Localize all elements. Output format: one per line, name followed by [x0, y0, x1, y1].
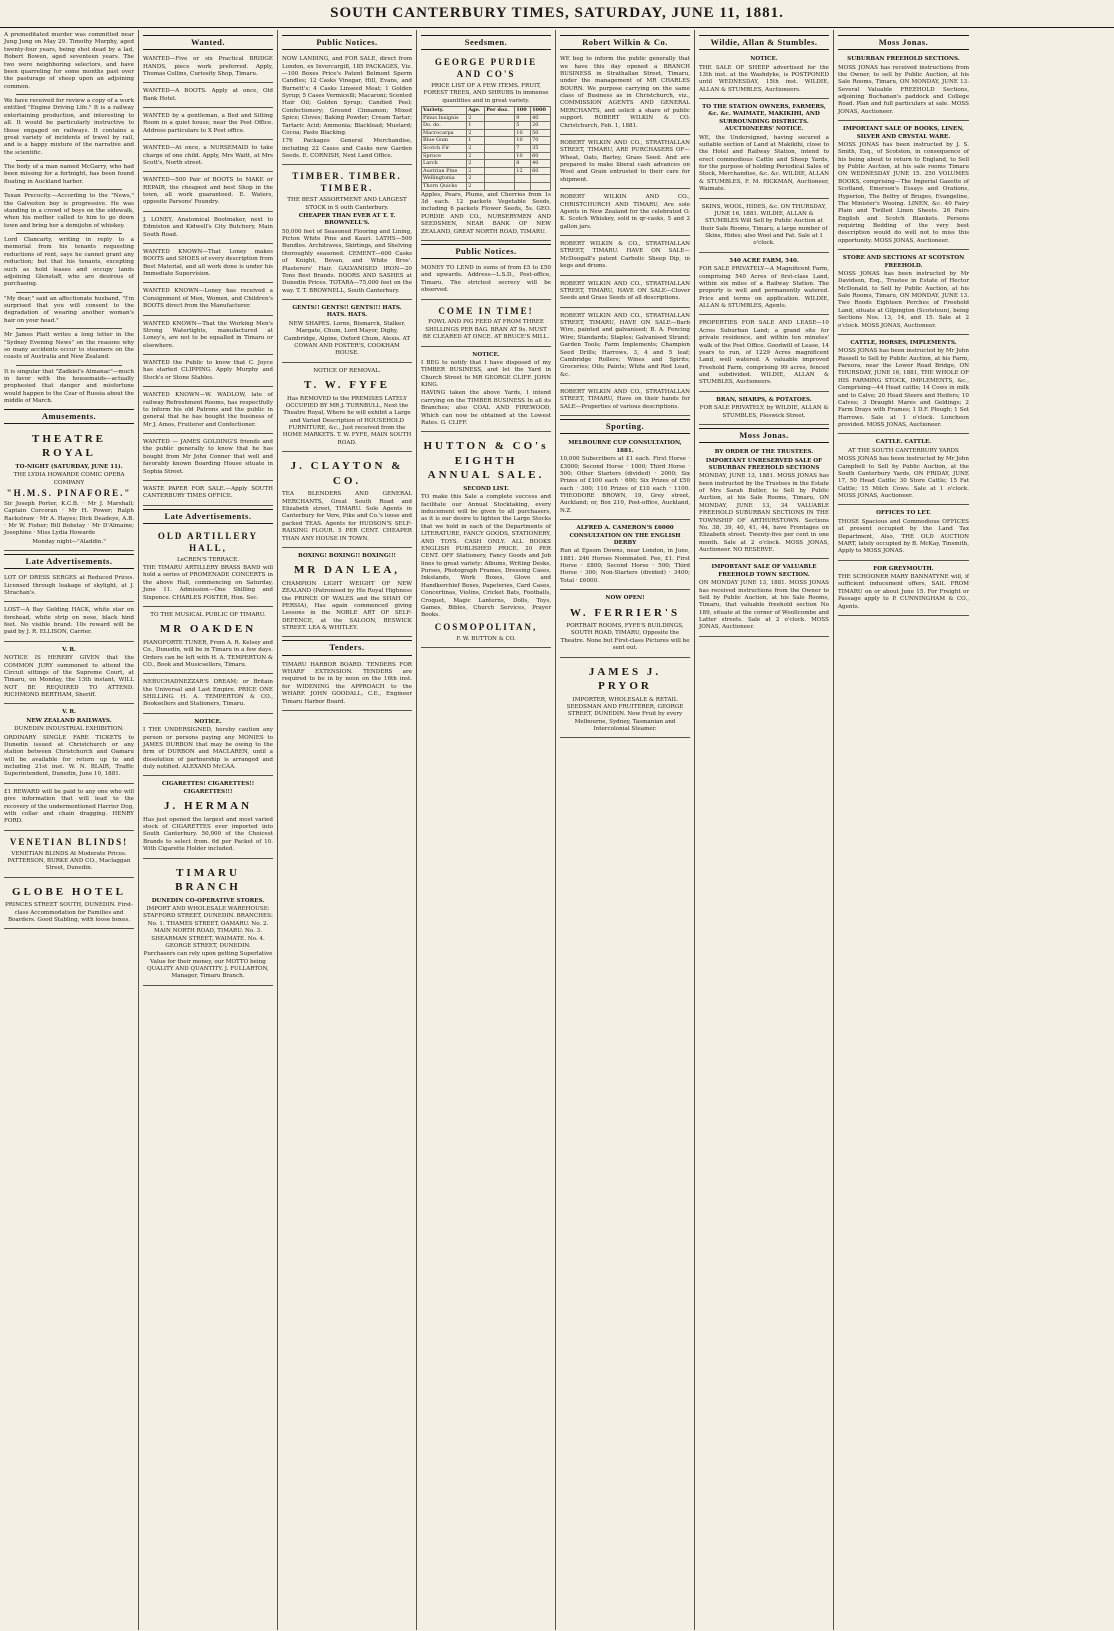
ad-text: NEBUCHADNEZZAR'S DREAM; or Britain the Universal and Last Empire. PRICE ONE SHILLING. H. A. TEMPERTON & CO., Booksellers and Stationers, Timaru.	[143, 679, 273, 708]
ad-hotel	[4, 880, 134, 930]
table-cell: 50	[531, 129, 551, 137]
ad-subtitle: NOTICE OF REMOVAL.	[313, 367, 381, 374]
ad-subtitle: BOXING! BOXING!! BOXING!!!	[298, 552, 396, 559]
theatre-play: "H.M.S. PINAFORE."	[6, 487, 132, 498]
ad-artillery-hall	[143, 527, 273, 607]
ad-english-derby	[560, 522, 690, 590]
ad-title: SUBURBAN FREEHOLD SECTIONS.	[847, 56, 960, 63]
table-cell	[485, 152, 515, 160]
table-cell	[485, 167, 515, 175]
table-cell	[485, 122, 515, 130]
ad-text: £1 REWARD will be paid to any one who will give information that will lead to the recovery of the undermentioned Harrier Dog, with collar and chain dragging. HENRY FORD.	[4, 788, 134, 825]
table-cell: Spruce	[422, 152, 467, 160]
wanted-ad	[143, 318, 273, 356]
ad-subtitle: F. W. BUTTON & CO.	[456, 635, 516, 642]
ad-text: MOSS JONAS has been instructed by Mr Davidson, Esq., Trustee in Estate of Hector McDonald, to Sell by Public Auction, at his Sale Rooms, Timaru, ON MONDAY, JUNE 13. Two Roods Eighteen Perches of Freehold Land, situate at Gilpington (Scotstoun), being Sections Nos. 13, 14, and 15. Sale at 2 o'clock. MOSS JONAS, Auctioneer.	[838, 270, 969, 329]
news-paragraph: Lord Clancarty, writing in reply to a memorial from his tenants requesting reductions of rent, says he cannot grant any reduction; but that his tenants, excepting such as hold leases and occupy lands adjoining Glenstaff, who are desirous of purchasing.	[4, 237, 134, 288]
ad-text: 50,000 feet of Seasoned Flooring and Lining, Picton White Pine and Kauri. LATHS—500 Bundles. Architraves, Skirtings, and Shelving thoroughly seasoned. CEMENT—600 Casks of Knight, Bevan, and White Bros'. Plasterers' Hair. GALVANISED IRON—20 Tons Best Brands. DOORS AND SASHES at Dunedin Prices. TOTARA—75,000 feet on the way. T. T. BROWNELL, South Canterbury.	[282, 228, 412, 294]
section-head-sporting: Sporting.	[560, 419, 690, 434]
ad-text: THE SCHOONER MARY BANNATYNE will, if sufficient inducement offers, SAIL FROM TIMARU on or about June 15. For Freight or Passage apply to P. CUNNINGHAM & CO., Agents.	[838, 574, 969, 610]
ad-text: 176 Packages General Merchandise, including 22 Cases and Casks new Garden Seeds. E. CORNISH, Next Land Office.	[282, 138, 412, 160]
column-2	[139, 30, 278, 1630]
ad-text: WE, the Undersigned, having secured a suitable section of Land at Makikihi, close to the Hotel and Railway Station, intend to erect commodious Cattle and Sheep Yards, for the purpose of holding Periodical Sales of Stock, Merchandise, &c. &c. WILDIE, ALLAN & STUMBLES, F. M. RICKMAN, Auctioneer, Waimate.	[699, 134, 829, 193]
news-paragraph: We have received for review a copy of a work entitled "Engine Driving Life." It is a railway entertaining production, and interesting to all. It would be particularly instructive to those engaged on railways. It contains a great variety of incidents of travel by rail, and is a happy mixture of the narrative and the scientific.	[4, 98, 134, 156]
table-cell: Do. do.	[422, 122, 467, 130]
ad-subtitle: PRICE LIST OF A FEW ITEMS. FRUIT, FOREST TREES, AND SHRUBS In immense quantities and in great variety.	[423, 82, 549, 104]
theatre-date: TO-NIGHT (SATURDAY, JUNE 11).	[15, 463, 123, 470]
ad-wilkin	[560, 238, 690, 276]
ad-title: FOR GREYMOUTH.	[873, 565, 934, 572]
ad-farm	[699, 255, 829, 316]
masthead	[0, 0, 1114, 28]
ad-subtitle: SECOND LIST.	[463, 485, 509, 492]
news-paragraph: It is singular that "Zadkiel's Almanac"—much in favor with the housemaids—actually prophesied that danger and misfortune would happen to the Czar of Russia about the middle of March.	[4, 368, 134, 405]
ad-title: T. W. FYFE	[303, 379, 391, 392]
ad-clayton	[282, 454, 412, 548]
column-4	[417, 30, 556, 1630]
ad-title: OLD ARTILLERY HALL,	[157, 530, 259, 553]
table-cell	[485, 183, 515, 191]
table-cell: Macrocarpa	[422, 129, 467, 137]
ad-text: ROBERT WILKIN & CO., STRATHALLAN STREET, TIMARU. HAVE ON SALE—McDougall's patent Carbolic Sheep Dip, in kegs and drums.	[560, 241, 690, 270]
ad-properties	[699, 317, 829, 391]
ad-text: FOR SALE PRIVATELY—A Magnificent Farm, comprising 540 Acres of first-class Land, within six miles of a Railway Station. The property is well and permanently watered. Price and terms on application. WILDIE, ALLAN & STUMBLES, Agents.	[699, 266, 829, 310]
ad-text: ROBERT WILKIN AND CO., STRATHALLAN STREET, TIMARU, ARE PURCHASERS OF—Wheat, Oats, Barley, Grass Seed. And are prepared to make liberal cash advances on Wool and Grain entrusted to their care for shipment.	[560, 139, 690, 183]
ad-subtitle: DUNEDIN INDUSTRIAL EXHIBITION.	[14, 726, 124, 733]
masthead-title: SOUTH CANTERBURY TIMES, SATURDAY, JUNE 11, 1881.	[330, 5, 784, 21]
table-cell: 2	[467, 114, 485, 122]
table-cell	[515, 183, 531, 191]
ad-text: ROBERT WILKIN AND CO., STRATHALLAN STREET, TIMARU, Have on their hands for SALE—Properties of various descriptions.	[560, 389, 690, 410]
table-row	[422, 183, 551, 191]
table-cell: 10	[515, 129, 531, 137]
table-row	[422, 137, 551, 145]
ad-ferrier	[560, 592, 690, 657]
ad-text: MOSS JONAS has been instructed by J. S. Smith, Esq., of Scotston, in consequence of his being about to return to England, to Sell by Public Auction, at his sale rooms Timaru ON WEDNESDAY JUNE 15. 250 VOLUMES BOOKS, comprising—The Imperial Gazette of Scotland, Emerson's Essays and Orations, Hyperion, The Belfry of Bruges, Evangeline, The Minister's Wooing. LINEN, &c. 40 Fairy Plain and Twilled Linen Sheets. 26 Pairs English and Scotch Blankets. Persons requiring Bedding of the very best description would do well not to miss this opportunity. MOSS JONAS, Auctioneer.	[838, 141, 969, 244]
ad-timber	[282, 167, 412, 300]
ad-title: MR OAKDEN	[159, 623, 257, 636]
wanted-ad	[143, 85, 273, 108]
ad-wilkin	[560, 191, 690, 236]
ad-town-section	[699, 561, 829, 636]
ad-text: TEA BLENDERS AND GENERAL MERCHANTS, Great South Road and Elizabeth street, TIMARU. Sole Agents in Canterbury for Vere, Pike and Co.'s loose and packed TEAS. Agents for HUDSON'S SELF-RAISING FLOUR. 5 PER CENT. CHEAPER THAN ANY HOUSE IN TOWN.	[282, 491, 412, 542]
ad-title: J. HERMAN	[163, 800, 253, 813]
ad-text: WANTED—500 Pair of BOOTS to MAKE or REPAIR, the cheapest and best Shop in the town, all work guaranteed. E. Waters, opposite Parsons' Foundry.	[143, 177, 273, 206]
ad-title: IMPORTANT SALE OF BOOKS, LINEN, SILVER AND CRYSTAL WARE.	[843, 126, 964, 140]
ad-text: Run at Epsom Downs, near London, in June, 1881. 246 Horses Nominated. Fee, £1. First Horse · £800; Second Horse · 500; Third Horse · 300; Non-Starters (divided) · 3400; Total · £6000.	[560, 548, 690, 584]
ad-subtitle: DUNEDIN CO-OPERATIVE STORES.	[151, 897, 265, 904]
table-header-row	[422, 107, 551, 115]
table-cell: 20	[531, 122, 551, 130]
ad-hutton	[421, 434, 551, 648]
ad-text: SKINS, WOOL, HIDES, &c. ON THURSDAY, JUNE 16, 1881. WILDIE, ALLAN & STUMBLES Will Sell by Public Auction at their Sale Rooms, Timaru, a large number of Skins, Hides; also Wool and Fat. Sale at 1 o'clock.	[700, 203, 828, 247]
ad-sheep-sale	[699, 53, 829, 99]
ad-text: J. LONEY, Anatomical Bootmaker, next to Edmiston and Kidwell's City Butchery, Main South Road.	[143, 216, 273, 238]
ad-text: ROBERT WILKIN AND CO., CHRISTCHURCH AND TIMARU, Are sole Agents in New Zealand for the celebrated O. K. Scotch Whiskey, sold in qr-casks, 5 and 2 gallon jars.	[560, 194, 690, 230]
ad-title: COME IN TIME!	[438, 305, 534, 316]
news-paragraph: Mr James Platt writes a long letter in the "Sydney Evening News" on the reasons why so many accidents occur to steamers on the coasts of Australia and New Zealand.	[4, 332, 134, 361]
ad-title: ALFRED A. CAMERON'S £6000 CONSULTATION ON THE ENGLISH DERBY	[569, 525, 681, 546]
table-cell: 9	[515, 114, 531, 122]
ad-title: VENETIAN BLINDS!	[9, 836, 129, 847]
ad-text: MOSS JONAS has received instructions from the Owner, to sell by Public Auction, at his Sale Rooms, Timaru, ON MONDAY, JUNE 13. Several Valuable FREEHOLD Sections, adjoining Buchanan's paddock and College Road. Plan and full particulars at sale. MOSS JONAS, Auctioneer.	[838, 64, 969, 115]
ad-title: NOTICE.	[750, 56, 778, 63]
ad-nebuchadnezzar	[143, 676, 273, 714]
wanted-ad	[143, 357, 273, 387]
ad-title: OFFICES TO LET.	[876, 510, 931, 517]
ad-offices	[838, 507, 969, 560]
ad-text: FOR SALE PRIVATELY, by WILDIE, ALLAN & STUMBLES, Pleswick Street.	[699, 405, 829, 419]
ad-wilkin-intro	[560, 53, 690, 135]
ad-title: GENTS!! GENTS!! GENTS!!! HATS. HATS. HATS.	[292, 305, 402, 319]
table-row	[422, 160, 551, 168]
ad-text: HAVING taken the above Yards, I intend carrying on the TIMBER BUSINESS In all its Branches; also COAL AND FIREWOOD, Which can now be obtained at the Lowest Rates. G. CLIFF.	[421, 390, 551, 426]
section-head-wilkin: Robert Wilkin & Co.	[560, 35, 690, 50]
wanted-ad	[143, 389, 273, 434]
ad-title: MELBOURNE CUP CONSULTATION, 1881.	[568, 440, 682, 454]
section-head-wanted: Wanted.	[143, 35, 273, 50]
table-header: Age.	[467, 107, 485, 115]
section-head-late-ads: Late Advertisements.	[4, 554, 134, 569]
wanted-ad	[143, 483, 273, 506]
ad-lost-horse	[4, 604, 134, 642]
section-head-wildie: Wildie, Allan & Stumbles.	[699, 35, 829, 50]
ad-title: JAMES J. PRYOR	[588, 665, 662, 693]
table-cell: 35	[531, 145, 551, 153]
ad-text: PRINCES STREET SOUTH, DUNEDIN. First-class Accommodation for Families and Boarders. Good Stabling, with loose boxes.	[4, 902, 134, 923]
ad-text: PORTRAIT ROOMS, FYFE'S BUILDINGS, SOUTH ROAD, TIMARU, Opposite the Theatre. None but First-class Pictures will be sent out.	[560, 623, 690, 652]
ad-subtitle: TO THE MUSICAL PUBLIC OF TIMARU.	[150, 611, 266, 618]
table-cell: 2	[467, 183, 485, 191]
ad-text: WANTED the Public to know that C. Joyce has started CLIPPING. Apply Murphy and Stock's or Stone Stables.	[143, 360, 273, 381]
table-cell	[485, 160, 515, 168]
ad-melbourne-cup	[560, 437, 690, 520]
ad-text: I THE UNDERSIGNED, hereby caution any person or persons paying any MONIES to JAMES DURBON that may be owing to the firm of DURBON and MACLAREN, until a dissolution of partnership is arranged and duly notified. ALEXAND McCAA.	[143, 727, 273, 771]
ad-text: CHAMPION LIGHT WEIGHT OF NEW ZEALAND (Patronised by His Royal Highness the PRINCE OF WALES and the SHAH OF PERSIA), Has again commenced giving Lessons in the NOBLE ART OF SELF-DEFENCE, at the SALOON, BESWICK STREET. LEA & WHITLEY.	[282, 580, 412, 632]
table-cell: Larch	[422, 160, 467, 168]
ad-text: MONDAY, JUNE 13, 1881. MOSS JONAS has been instructed by the Trustees in the Estate of Mrs Sarah Butler, to Sell by Public Auction, at his Sale Rooms, Timaru, ON MONDAY, JUNE 13, 34 VALUABLE FREEHOLD SUBURBAN SECTIONS IN THE TOWNSHIP OF ARTHURSTOWN. Sections No. 38, 39, 40, 41, 44, have Frontages on Elizabeth street. Twenty-five per cent in one month. Sale at 2 o'clock. MOSS JONAS, Auctioneer. NO RESERVE.	[699, 473, 829, 554]
ad-boxing	[282, 550, 412, 638]
wanted-ad	[143, 214, 273, 244]
ad-wilkin	[560, 278, 690, 308]
table-cell	[485, 129, 515, 137]
ad-coop-stores	[143, 861, 273, 986]
ad-text: NOTICE IS HEREBY GIVEN that the COMMON JURY summoned to attend the Circuit sittings of the Supreme Court, at Timaru, on Monday, the 13th instant, WILL NOT BE REQUIRED TO ATTEND. RICHMOND BERTHAM, Sheriff.	[4, 655, 134, 699]
ad-title: NOTICE.	[194, 718, 222, 725]
ad-serges	[4, 572, 134, 602]
wanted-ad	[143, 110, 273, 140]
table-cell: Austrian Pine	[422, 167, 467, 175]
ad-title: NEW ZEALAND RAILWAYS.	[26, 717, 112, 724]
wanted-ad	[143, 174, 273, 212]
ad-text: WANTED KNOWN—That the Working Men's Strong Watertights, manufactured at Loney's, are not to be equalled in Timaru or elsewhere.	[143, 320, 273, 349]
ad-text: ROBERT WILKIN AND CO., STRATHALLAN STREET, TIMARU, HAVE ON SALE—Barb Wire, painted and galvanised; B. A. Fencing Wire; Standards; Staples; Galvanised Strand; Garden Tools; Farm Implements; Champion Seed Drills; Harrows, 3, 4 and 5 leaf; Cambridge Rollers; Wines and Spirits; Groceries; Oils; Paints; White and Red Lead, &c.	[560, 312, 690, 378]
column-1	[0, 30, 139, 1630]
ad-text: PROPERTIES FOR SALE AND LEASE—10 Acres Suburban Land; a grand site for private residence, and within ten minutes' walk of the Post Office. Goodwill of Lease, 14 years to run, of 1229 Acres magnificent Land, well watered. A valuable improved Freehold Farm, comprising 99 acres, fenced and subdivided. WILDIE, ALLAN & STUMBLES, Auctioneers.	[699, 320, 829, 386]
ad-title: COSMOPOLITAN,	[434, 621, 538, 632]
table-cell: 2	[467, 167, 485, 175]
ad-text: THE TIMARU ARTILLERY BRASS BAND will hold a series of PROMENADE CONCERTS in the above Hall, commencing on Saturday, June 11. Admission—One Shilling and Sixpence. CHARLES FOSTER, Hon. Sec.	[143, 565, 273, 601]
ad-oakden	[143, 609, 273, 674]
table-cell: 2	[467, 152, 485, 160]
ad-text: ON MONDAY JUNE 13, 1881. MOSS JONAS has received instructions from the Owner to Sell by Public Auction, at his Sale Rooms, Timaru, that valuable freehold section No 189, situate at the corner of Woollcombe and Latter streets. Sale at 2 o'clock. MOSS JONAS, Auctioneer.	[699, 580, 829, 631]
ad-subtitle: CHEAPER THAN EVER AT T. T. BROWNELL'S.	[298, 212, 396, 227]
ad-skins	[699, 201, 829, 253]
ad-blinds	[4, 833, 134, 878]
ad-wilkin	[560, 310, 690, 384]
section-head-late-ads: Late Advertisements.	[143, 509, 273, 524]
ad-books-linen	[838, 123, 969, 250]
wanted-ad	[143, 53, 273, 83]
ad-text: Purchasers can rely upon getting Superlative Value for their money, our MOTTO being QUALITY AND QUANTITY. J. FULLARTON, Manager, Timaru Branch.	[143, 951, 273, 980]
ad-text: NOW LANDING, and FOR SALE, direct from London, ex Invercargill, 185 PACKAGES, Viz.—100 Boxes Price's Patent Belmont Sperm Candles; 12 Casks Vinegar, Hill, Evans, and Burnett's; 4 Casks Linseed Meat; 1 Golden Syrup; 5 Cases Vermicelli; Macaroni; Scented Hair Oil; Golden Syrup; Candied Peel; Confectionery; Ground Cinnamon; Mixed Spice; Cloves; Baking Powder; Cream Tartar; Tartaric Acid; Ammonia; Blacklead; Mustard; Cocoa; Paste Blacking.	[282, 56, 413, 136]
newspaper-columns	[0, 30, 1114, 1630]
ad-railways	[4, 706, 134, 783]
table-cell: 1	[467, 122, 485, 130]
section-head-moss-jonas: Moss Jonas.	[699, 428, 829, 443]
news-paragraph: Texan Precocity.—According to the "News," the Galveston boy is progressive. He was standing in a crowd of boys on the sidewalk, when his mother called to him to go down town and bring her a demijohn of whiskey.	[4, 193, 134, 229]
table-cell: 70	[531, 137, 551, 145]
ad-purdie	[421, 53, 551, 241]
ad-text: I BEG to notify that I have disposed of my TIMBER BUSINESS, and let the Yard in Church Street to MR GEORGE CLIFF. JOHN KING.	[421, 359, 551, 389]
column-6	[695, 30, 834, 1630]
column-7	[834, 30, 973, 1630]
ad-wilkin	[560, 137, 690, 189]
table-cell	[485, 114, 515, 122]
price-table	[421, 106, 551, 191]
ad-hats	[282, 302, 412, 363]
table-cell: 2	[467, 175, 485, 183]
table-row	[422, 152, 551, 160]
news-paragraph: A premeditated murder was committed near Jung Jung on May 29. Timothy Murphy, aged twenty-four years, being shot dead by a lad, Robert Bowen, aged seventeen years. The two were neighboring selectors, and have been quarreling for some months past over the pasturage of sheep upon an adjoining common.	[4, 32, 134, 90]
ad-text: NEW SHAPES. Lorne, Bismarck, Stalker, Margate, Chum, Lord Mayor, Digby, Cambridge, Alpine, Oxford Chum, Alexis. AT COWAN AND FOSTER'S, COOKHAM HOUSE.	[283, 320, 411, 357]
table-cell: 2	[467, 129, 485, 137]
ad-text: MONEY TO LEND in sums of from £5 to £50 and upwards. Address—L.S.D., Post-office, Timaru. The strictest secrecy will be observed.	[421, 265, 551, 294]
ad-subtitle: NOW OPEN!	[605, 595, 645, 602]
ad-title: CATTLE, HORSES, IMPLEMENTS.	[850, 339, 957, 346]
ad-subtitle: TO THE STATION OWNERS, FARMERS, &c. &c. WAIMATE, MAKIKIHI, AND SURROUNDING DISTRICTS. AUCTIONEERS' NOTICE.	[702, 104, 826, 133]
theatre-cast: Sir Joseph Porter, K.C.B. · Mr J. Marshall; Captain Corcoran · Mr H. Power; Ralph Rackstraw · Mr A. Hayes; Dick Deadeye, A.B. · Mr W. Fisher; Bill Bobstay · Mr D'Almaine; Josephine · Miss Lydia Howarde	[4, 500, 134, 537]
table-cell: Wellingtonia	[422, 175, 467, 183]
news-paragraph: "My dear," said an affectionate husband, "I'm surprised that you will consent to the degradation of wearing another woman's hair on your head."	[4, 295, 134, 324]
news-paragraph: The body of a man named McGarry, who had been missing for a fortnight, has been found floating in Auckland harbor.	[4, 164, 134, 185]
ad-text: MOSS JONAS has been instructed by Mr John Russell to Sell by Public Auction, at his Farm, Pareora, near the Lower Road Bridge, ON THURSDAY, JUNE 16, 1881, THE WHOLE OF HIS FARMING STOCK, IMPLEMENTS, &c., Comprising—44 Head cattle; 14 Cows in milk and to Calve; 20 Head Steers and Heifers; 10 Calves; 3 Draught Mares and Geldings; 2 Farm Drays with Frames; 1 D.F. Plough; 1 Set Harrows. Sale at 1 o'clock. Luncheon provided. MOSS JONAS, Auctioneer.	[838, 348, 969, 429]
section-head-public-notices: Public Notices.	[421, 244, 551, 259]
wanted-ad	[143, 436, 273, 481]
ad-text: FOWL AND PIG FEED AT FROM THREE SHILLINGS PER BAG. BRAN AT 9s. MUST BE CLEARED AT ONCE. AT BRUCE'S MILL.	[422, 319, 550, 341]
theatre-company: THE LYDIA HOWARDE COMIC OPERA COMPANY	[13, 472, 125, 486]
ad-title: GLOBE HOTEL	[12, 885, 126, 898]
table-cell	[515, 175, 531, 183]
ad-farming-stock	[838, 337, 969, 435]
ad-subtitle: CIGARETTES! CIGARETTES!! CIGARETTES!!!	[161, 781, 255, 795]
ad-text: WANTED—At once, a NURSEMAID to take charge of one child. Apply, Mrs Waitt, at Mrs Scott's, North street.	[143, 145, 273, 166]
section-head-seedsmen: Seedsmen.	[421, 35, 551, 50]
table-cell: 8	[515, 160, 531, 168]
ad-title: TIMBER. TIMBER. TIMBER.	[292, 171, 402, 194]
column-3	[278, 30, 417, 1630]
table-cell: 7	[515, 145, 531, 153]
ad-title: MR DAN LEA,	[293, 564, 401, 577]
table-cell: 40	[531, 114, 551, 122]
theatre-foot: Monday night—"Aladdin."	[32, 538, 106, 545]
ad-title: IMPORTANT UNRESERVED SALE OF SUBURBAN FREEHOLD SECTIONS	[705, 457, 823, 471]
ad-text: THE BEST ASSORTMENT AND LARGEST STOCK in S outh Canterbury.	[287, 197, 407, 211]
theatre-ad	[4, 427, 134, 551]
royal-monogram: V. R.	[62, 646, 76, 653]
ad-text: WASTE PAPER FOR SALE.—Apply SOUTH CANTERBURY TIMES OFFICE.	[143, 485, 273, 500]
ad-fyfe	[282, 365, 412, 453]
ad-greymouth	[838, 563, 969, 616]
table-cell	[485, 137, 515, 145]
section-head-amusements: Amusements.	[4, 409, 134, 424]
ad-jury-notice	[4, 644, 134, 705]
table-cell: Thorn Quicks	[422, 183, 467, 191]
ad-money	[421, 262, 551, 300]
ad-text: WANTED KNOWN—Loney has received a Consignment of Men, Women, and Children's BOOTS direct from the Manufacturer.	[143, 288, 273, 310]
ad-makikihi	[699, 101, 829, 199]
table-cell: 10	[515, 137, 531, 145]
wanted-ad	[143, 246, 273, 284]
ad-text: ORDINARY SINGLE FARE TICKETS to Dunedin issued at Christchurch or any station between Christchurch and Oamaru will be available for return up to and including 21st inst. W. N. BLAIR, Traffic Superintendent, Dunedin, June 10, 1881.	[4, 734, 134, 778]
table-row	[422, 175, 551, 183]
ad-text: IMPORT AND WHOLESALE WAREHOUSE: STAFFORD STREET, DUNEDIN. BRANCHES: No. 1. THAMES STREET, OAMARU. No. 2. MAIN NORTH ROAD, TIMARU. No. 3. SHEARMAN STREET, WAIMATE. No. 4. GEORGE STREET, DUNEDIN.	[143, 906, 273, 949]
ad-title: STORE AND SECTIONS AT SCOTSTON FREEHOLD.	[842, 255, 965, 269]
ad-subtitle: BY ORDER OF THE TRUSTEES.	[714, 449, 814, 456]
ad-suburban-sale	[699, 446, 829, 559]
ad-suburban-freehold	[838, 53, 969, 121]
ad-title: IMPORTANT SALE OF VALUABLE FREEHOLD TOWN SECTION.	[711, 564, 817, 578]
table-cell: Pinus Insignis	[422, 114, 467, 122]
ad-text: Apples, Pears, Plums, and Cherries from 1s 3d each. 12 packets Vegetable Seeds, including 6 packets Flower Seeds, 5s. GEO. PURDIE AND CO., NURSERYMEN AND SEEDSMEN, NEAR BANK OF NEW ZEALAND, GREAT NORTH ROAD, TIMARU.	[421, 191, 551, 235]
table-cell	[531, 175, 551, 183]
ad-title: NOTICE.	[472, 351, 500, 358]
table-header: Per doz.	[485, 107, 515, 115]
table-row	[422, 122, 551, 130]
table-cell	[531, 183, 551, 191]
ad-cattle	[838, 436, 969, 505]
ad-title: W. FERRIER'S	[569, 606, 681, 619]
ad-now-landing	[282, 53, 412, 165]
ad-wilkin	[560, 386, 690, 416]
table-cell: 2	[467, 160, 485, 168]
ad-reward	[4, 786, 134, 831]
section-head-moss-jonas: Moss Jonas.	[838, 35, 969, 50]
table-row	[422, 145, 551, 153]
table-cell: 10	[515, 152, 531, 160]
ad-text: WANTED by a gentleman, a Bed and Sitting Room in a quiet house, near the Post Office. Address particulars to X Post office.	[143, 113, 273, 134]
ad-text: ROBERT WILKIN AND CO., STRATHALLAN STREET, TIMARU, HAVE ON SALE—Clover Seeds and Grass Seeds of all descriptions.	[560, 280, 690, 302]
table-header: Variety.	[422, 107, 467, 115]
section-head-public-notices: Public Notices.	[282, 35, 412, 50]
ad-text: IMPORTER, WHOLESALE & RETAIL SEEDSMAN AND FRUITERER, GEORGE STREET, DUNEDIN. Now Fruit by every Melbourne, Sydney, Tasmanian and Intercolonial Steamer.	[566, 696, 684, 733]
wanted-ad	[143, 142, 273, 172]
table-cell: 60	[531, 167, 551, 175]
ad-text: WANTED—A BOOTS. Apply at once, Old Bank Hotel.	[143, 88, 273, 102]
ad-harbor-tenders	[282, 659, 412, 711]
table-header: 100	[515, 107, 531, 115]
ad-title: GEORGE PURDIE AND CO'S	[434, 57, 538, 80]
table-row	[422, 129, 551, 137]
table-row	[422, 114, 551, 122]
table-cell: 5	[515, 122, 531, 130]
ad-text: THOSE Spacious and Commodious OFFICES at present occupied by the Land Tax Department, Also, THE OLD AUCTION MART, lately occupied by B. McKay, Tinsmith, Apply to MOSS JONAS.	[838, 518, 969, 555]
ad-timber-notice	[421, 349, 551, 433]
ad-text: WANTED KNOWN—W. WADLOW, late of railway Refreshment Rooms, has respectfully to inform his old Patrons and the public in general that he has bought the business of Mr J. Amos, Fruiterer and Confectioner.	[143, 392, 273, 428]
ad-text: THE SALE OF SHEEP advertised for the 13th inst. at the Washdyke, is POSTPONED until WEDNESDAY, 15th inst. WILDIE, ALLAN & STUMBLES, Auctioneers.	[699, 64, 829, 93]
table-cell: 40	[531, 160, 551, 168]
ad-text: LOT OF DRESS SERGES at Reduced Prices. Licensed through leakage of skylight, at J. Strachan's.	[4, 575, 134, 596]
ad-text: Has REMOVED to the PREMISES LATELY OCCUPIED BY MR J. TURNBULL, Next the Theatre Royal, Where he will exhibit a Large and Varied Description of HOUSEHOLD FURNITURE, &c., Just received from the HOME MARKETS. T. W. FYFE, MAIN SOUTH ROAD.	[282, 395, 412, 446]
table-cell: 12	[515, 167, 531, 175]
section-head-tenders: Tenders.	[282, 640, 412, 655]
ad-text: MOSS JONAS has been instructed by Mr John Campbell to Sell by Public Auction, at the South Canterbury Yards, ON FRIDAY, JUNE 17, 50 Head Cattle; 30 Store Cattle; 15 Fat Cattle; 15 Milch Cows. Sale at 1 o'clock. MOSS JONAS, Auctioneer.	[838, 456, 969, 500]
ad-bran	[699, 394, 829, 425]
ad-text: WE beg to inform the public generally that we have this day opened a BRANCH BUSINESS in Strathallan Street, Timaru, under the management of MR CHARLES BOURN. We purpose carrying on the same class of Business as in Christchurch, viz., COMMISSION AGENTS AND GENERAL MERCHANTS, and solicit a share of public support. ROBERT WILKIN & CO. Christchurch, Feb. 1, 1881.	[560, 56, 690, 129]
ad-text: WANTED — JAMES GOLDING'S friends and the public generally to know that he has bought from Mr John Conner that well and favorably known Boarding House situate in Sophia Street.	[143, 439, 273, 475]
column-5	[556, 30, 695, 1630]
ad-cigarettes	[143, 778, 273, 858]
ad-text: TO make this Sale a complete success and facilitate our Annual Stocktaking, every inducement will be given to all purchasers, as it is our desire to lighten the Large Stocks that we hold in each of the Departments of LITERATURE, FANCY GOODS, STATIONERY, AND TOYS. CASH ONLY. ALL BOOKS ENGLISH PUBLISHED PRICE. 20 PER CENT. OFF Stationery, Fancy Goods and Job lines to great variety: Albums, Writing Desks, Purses, Photograph Frames, Dressing Cases, Inkstands, Work Boxes, Glove and Handkerchief Boxes, Papeteries, Card Cases, Concertinas, Violins, Cricket Bats, Footballs, Croquet, Magic Lanterns, Dolls, Toys, Games, Bibles, Church Services, Prayer Books.	[421, 494, 551, 619]
ad-text: TIMARU HARBOR BOARD. TENDERS FOR WHARF EXTENSION. TENDERS are required to be in by noon on the 16th inst. for WIDENING the APPROACH to the WHARF. JOHN GOODALL, C.E., Engineer Timaru Harbor Board.	[282, 661, 412, 705]
table-cell: Scotch Fir	[422, 145, 467, 153]
table-cell: 2	[467, 145, 485, 153]
table-cell: 1	[467, 137, 485, 145]
ad-fowl-feed	[421, 302, 551, 347]
ad-title: J. CLAYTON & CO.	[290, 460, 404, 487]
ad-text: 10,000 Subscribers at £1 each. First Horse · £3000; Second Horse · 1000; Third Horse · 500; Other Starters (divided) · 2000; Six Prizes of £100 each · 600; Six Prizes of £50 each · 300; 110 Prizes of £10 each · 1100. THEODORE BROWN, 19, Grey street, Auckland; or, Box 210, Post-office, Auckland, N.Z.	[560, 456, 690, 514]
ad-title: BRAN, SHARPS, & POTATOES.	[716, 396, 812, 403]
ad-pryor	[560, 660, 690, 739]
ad-title: CATTLE. CATTLE.	[875, 439, 932, 446]
ad-notice	[143, 716, 273, 777]
wanted-ad	[143, 285, 273, 315]
table-cell: 60	[531, 152, 551, 160]
ad-subtitle: AT THE SOUTH CANTERBURY YARDS	[848, 447, 959, 454]
ad-text: LOST—A Bay Gelding HACK, white star on forehead, white strip on nose, black hind feet. No visible brand. 10s reward will be paid by J. R. ELLISON, Carrier.	[4, 607, 134, 636]
ad-text: PIANOFORTE TUNER, From A. R. Kelsey and Co., Dunedin, will be in Timaru in a few days. Orders can be left with H. A. TEMPERTON & CO., Book and Musicsellers, Timaru.	[143, 639, 273, 668]
ad-scotston	[838, 252, 969, 335]
ad-text: VENETIAN BLINDS At Moderate Prices. PATTERSON, BURKE AND CO., Maclaggan Street, Dunedin.	[7, 850, 131, 872]
table-cell	[485, 145, 515, 153]
ad-text: WANTED—Five or six Practical BRIDGE HANDS, piece work preferred. Apply, Thomas Collins, Curiosity Shop, Timaru.	[143, 56, 273, 77]
table-cell	[485, 175, 515, 183]
table-row	[422, 167, 551, 175]
ad-title: HUTTON & CO's EIGHTH ANNUAL SALE.	[423, 440, 549, 482]
theatre-title: THEATRE ROYAL	[32, 432, 106, 460]
ad-subtitle: LeCREN'S TERRACE.	[176, 556, 240, 563]
table-cell: Blue Gum	[422, 137, 467, 145]
ad-text: Has just opened the largest and most varied stock of CIGARETTES ever imported into South Canterbury. 50,000 of the Choicest Brands to select from. 6d per Packet of 10. With Cigarette Holder included.	[143, 816, 273, 853]
table-header: 1000	[531, 107, 551, 115]
ad-title: 540 ACRE FARM, 540.	[729, 257, 799, 264]
royal-monogram: V. R.	[62, 709, 76, 716]
ad-text: WANTED KNOWN—That Loney makes BOOTS and SHOES of every description from Best Material, and all work done is under his Immediate Supervision.	[143, 248, 273, 278]
ad-title: TIMARU BRANCH	[175, 866, 241, 894]
